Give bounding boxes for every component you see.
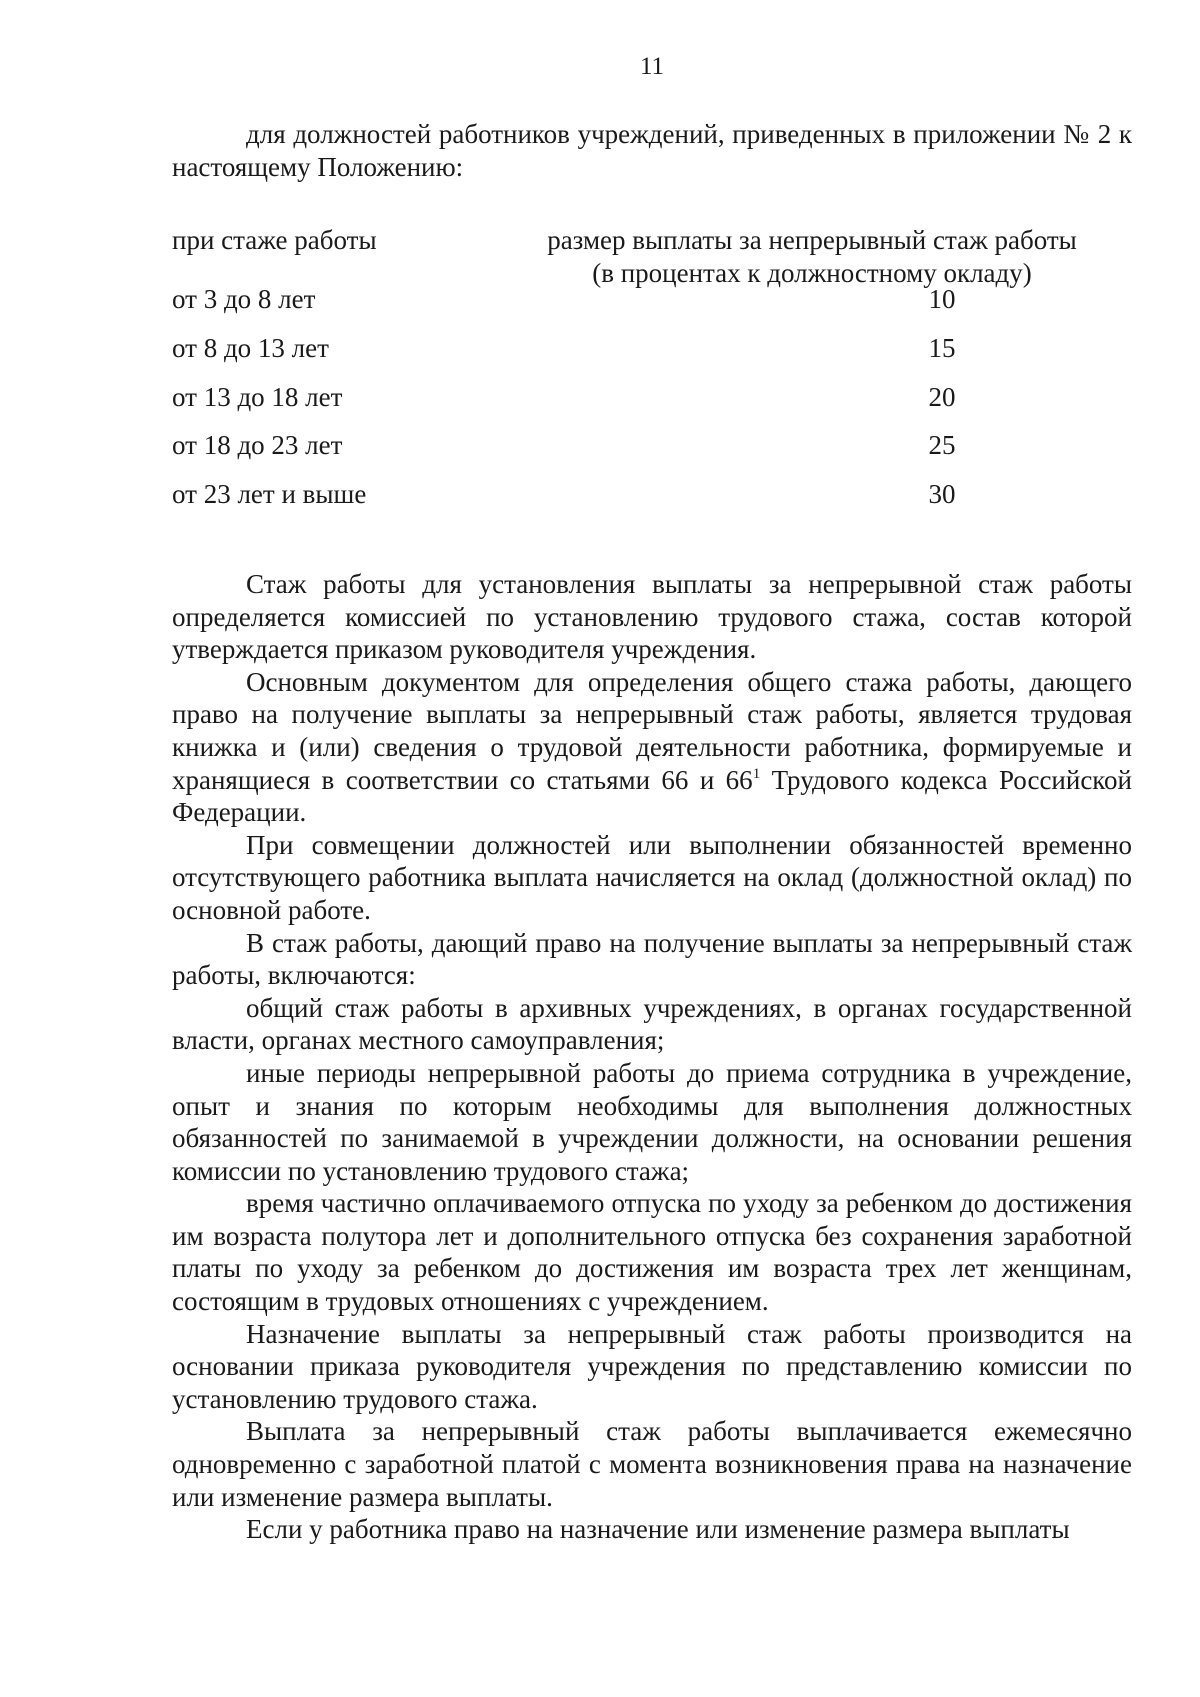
paragraph-monthly-payment: Выплата за непрерывный стаж работы выплачивается ежемесячно одновременно с заработной платой с момента возникновения права на назначение или изменение размера выплаты. (172, 1416, 1132, 1512)
table-header-payment (472, 224, 1152, 290)
table-header-payment-line2: (в процентах к должностному окладу) (592, 258, 1032, 288)
list-item-archive-service: общий стаж работы в архивных учреждениях, в органах государственной власти, органах местного самоуправления; (172, 992, 1132, 1056)
body-text (172, 568, 1132, 1546)
table-cell-value: 30 (928, 479, 956, 509)
table-cell-stage: от 8 до 13 лет (172, 333, 329, 363)
superscript-article-index: 1 (752, 765, 761, 782)
table-cell-stage: от 23 лет и выше (172, 479, 367, 509)
table-cell-stage: от 13 до 18 лет (172, 382, 343, 412)
table-header-payment-line1: размер выплаты за непрерывный стаж работы (547, 225, 1077, 255)
table-cell-value: 20 (928, 382, 956, 412)
paragraph-main-document (172, 666, 1132, 829)
paragraph-main-document-text: Основным документом для определения общего стажа работы, дающего право на получение выплаты за непрерывный стаж работы, является трудовая книжка и (или) сведения о трудовой деятельности работника, формируемые и хранящиеся в соответствии со статьями 66 и 66 (172, 666, 1132, 795)
paragraph-included-periods: В стаж работы, дающий право на получение выплаты за непрерывный стаж работы, включаются: (172, 927, 1132, 991)
paragraph-continuation: Если у работника право на назначение или изменение размера выплаты (246, 1514, 1070, 1545)
table-row (172, 283, 1132, 316)
table-cell-stage: от 18 до 23 лет (172, 430, 343, 460)
table-row (172, 332, 1132, 365)
list-item-parental-leave: время частично оплачиваемого отпуска по уходу за ребенком до достижения им возраста полутора лет и дополнительного отпуска без сохранения заработной платы по уходу за ребенком до достижения им возраста трех лет женщинам, состоящим в трудовых отношениях с учреждением. (172, 1188, 1132, 1317)
table-cell-value: 10 (928, 284, 956, 314)
intro-paragraph: для должностей работников учреждений, приведенных в приложении № 2 к настоящему Положению: (172, 119, 1132, 182)
paragraph-stage-commission: Стаж работы для установления выплаты за непрерывной стаж работы определяется комиссией по установлению трудового стажа, состав которой утверждается приказом руководителя учреждения. (172, 569, 1132, 665)
paragraph-main-document-tail: Трудового кодекса Российской Федерации. (172, 764, 1133, 828)
table-row (172, 381, 1132, 414)
page-number: 11 (639, 53, 665, 80)
paragraph-appointment: Назначение выплаты за непрерывный стаж работы производится на основании приказа руководителя учреждения по представлению комиссии по установлению трудового стажа. (172, 1318, 1132, 1414)
table-cell-stage: от 3 до 8 лет (172, 284, 316, 314)
list-item-other-periods: иные периоды непрерывной работы до приема сотрудника в учреждение, опыт и знания по которым необходимы для выполнения должностных обязанностей по занимаемой в учреждении должности, на основании решения комиссии по установлению трудового стажа; (172, 1057, 1132, 1186)
table-row (172, 429, 1132, 462)
table-cell-value: 15 (928, 333, 956, 363)
table-cell-value: 25 (928, 430, 956, 460)
paragraph-combination: При совмещении должностей или выполнении обязанностей временно отсутствующего работника выплата начисляется на оклад (должностной оклад) по основной работе. (172, 829, 1132, 925)
table-header-stage: при стаже работы (172, 225, 377, 255)
table-row (172, 478, 1132, 511)
